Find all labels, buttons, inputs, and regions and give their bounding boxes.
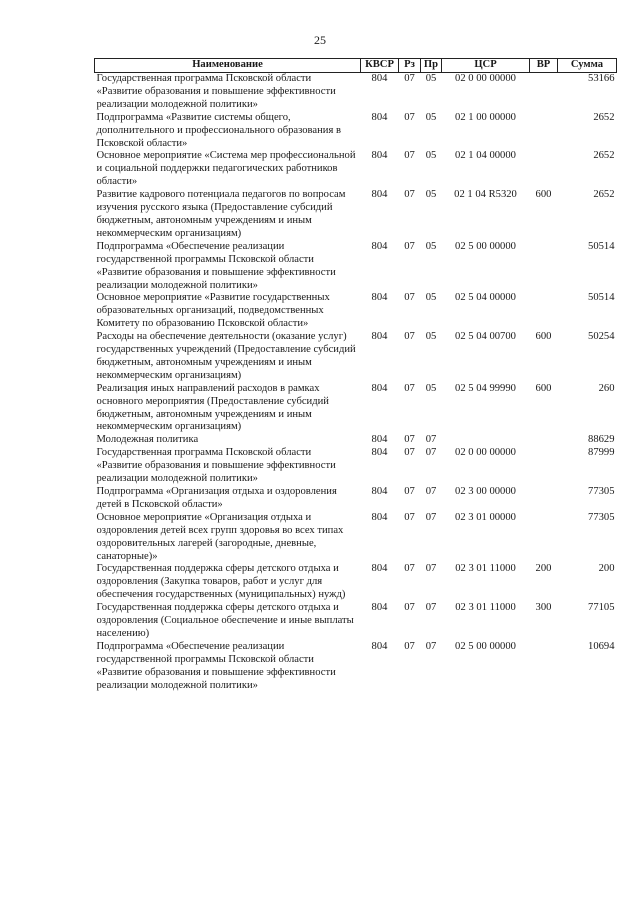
cell-sum: 77105 <box>588 602 615 614</box>
cell-name: Расходы на обеспечение деятельности (оказание услуг) государственных учреждений (Предоставление субсидий бюджетным, автономным учреждениям и иным некоммерческим организациям) <box>96 331 356 381</box>
cell-csr: 02 3 01 00000 <box>455 511 516 523</box>
cell-rz: 07 <box>404 111 415 123</box>
budget-table <box>94 58 617 693</box>
header-rz: Рз <box>399 59 421 73</box>
cell-csr: 02 1 00 00000 <box>455 111 516 123</box>
cell-vr: 200 <box>535 563 552 575</box>
cell-pr: 05 <box>425 240 437 252</box>
cell-vr <box>530 150 558 189</box>
cell-sum: 50254 <box>588 331 615 343</box>
cell-name: Основное мероприятие «Развитие государственных образовательных организаций, подведомственных Комитету по образованию Псковской области» <box>96 292 330 330</box>
page-number: 25 <box>314 33 326 47</box>
cell-kvsr: 804 <box>371 240 388 252</box>
cell-rz: 07 <box>404 486 415 497</box>
header-name: Наименование <box>95 59 361 73</box>
cell-csr: 02 5 00 00000 <box>455 240 516 252</box>
cell-pr: 05 <box>425 150 437 162</box>
cell-sum: 77305 <box>588 486 615 497</box>
cell-sum: 88629 <box>588 434 615 446</box>
cell-sum: 200 <box>598 563 615 575</box>
cell-name: Подпрограмма «Организация отдыха и оздоровления детей в Псковской области» <box>96 486 337 510</box>
cell-name: Государственная программа Псковской области «Развитие образования и повышение эффективности реализации молодежной политики» <box>96 447 336 485</box>
cell-name: Основное мероприятие «Система мер профессиональной и социальной поддержки педагогических работников области» <box>96 150 356 188</box>
header-vr: ВР <box>530 59 558 73</box>
cell-rz: 07 <box>404 331 415 343</box>
header-csr: ЦСР <box>442 59 530 73</box>
cell-name: Подпрограмма «Обеспечение реализации государственной программы Псковской области «Развитие образования и повышение эффективности реализации молодежной политики» <box>96 640 336 691</box>
cell-csr: 02 5 04 99990 <box>455 382 516 394</box>
cell-kvsr: 804 <box>371 292 388 304</box>
cell-rz: 07 <box>404 73 415 84</box>
cell-csr: 02 5 04 00700 <box>455 331 516 343</box>
table-row <box>95 112 617 151</box>
table-row <box>95 641 617 693</box>
cell-sum: 77305 <box>588 511 615 523</box>
cell-name: Молодежная политика <box>96 434 199 446</box>
cell-vr <box>530 641 558 693</box>
cell-csr: 02 5 04 00000 <box>455 292 516 304</box>
table-row <box>95 512 617 564</box>
cell-rz: 07 <box>404 150 415 162</box>
cell-rz: 07 <box>404 434 415 446</box>
cell-pr: 05 <box>425 331 437 343</box>
cell-pr: 07 <box>425 640 437 652</box>
cell-kvsr: 804 <box>371 640 388 652</box>
cell-kvsr: 804 <box>371 447 388 459</box>
cell-vr: 300 <box>535 602 552 614</box>
header-pr: Пр <box>421 59 442 73</box>
header-kvsr: КВСР <box>361 59 399 73</box>
table-row <box>95 434 617 447</box>
cell-vr <box>530 434 558 447</box>
cell-pr: 05 <box>425 292 437 304</box>
table-row <box>95 241 617 293</box>
cell-vr: 600 <box>535 189 552 201</box>
cell-vr <box>530 112 558 151</box>
table-row <box>95 150 617 189</box>
cell-csr <box>442 434 530 447</box>
cell-csr: 02 1 04 00000 <box>455 150 516 162</box>
cell-rz: 07 <box>404 447 415 459</box>
cell-pr: 05 <box>425 189 437 201</box>
table-row <box>95 602 617 641</box>
cell-pr: 05 <box>425 73 437 84</box>
cell-csr: 02 3 00 00000 <box>455 486 516 497</box>
table-row <box>95 563 617 602</box>
cell-name: Государственная поддержка сферы детского отдыха и оздоровления (Закупка товаров, работ и услуг для обеспечения государственных (муниципальных) нужд) <box>96 563 346 601</box>
cell-sum: 2652 <box>593 111 615 123</box>
cell-kvsr: 804 <box>371 189 388 201</box>
cell-name: Государственная поддержка сферы детского отдыха и оздоровления (Социальное обеспечение и иные выплаты населению) <box>96 602 354 639</box>
cell-sum: 2652 <box>593 189 615 201</box>
cell-pr: 07 <box>425 563 437 575</box>
cell-vr <box>530 486 558 512</box>
cell-kvsr: 804 <box>371 73 388 84</box>
cell-name: Подпрограмма «Развитие системы общего, дополнительного и профессионального образования в Псковской области» <box>96 111 341 149</box>
cell-kvsr: 804 <box>371 602 388 614</box>
cell-csr: 02 3 01 11000 <box>455 563 516 575</box>
cell-sum: 10694 <box>588 640 615 652</box>
table-header-row <box>95 59 617 73</box>
cell-rz: 07 <box>404 602 415 614</box>
cell-rz: 07 <box>404 292 415 304</box>
cell-name: Развитие кадрового потенциала педагогов по вопросам изучения русского языка (Предоставление субсидий бюджетным, автономным учреждениям и иным некоммерческим организациям) <box>96 189 346 239</box>
cell-vr <box>530 292 558 331</box>
cell-vr <box>530 447 558 486</box>
cell-vr <box>530 73 558 112</box>
cell-pr: 07 <box>425 434 437 446</box>
cell-sum: 2652 <box>593 150 615 162</box>
cell-kvsr: 804 <box>371 331 388 343</box>
cell-kvsr: 804 <box>371 111 388 123</box>
cell-vr <box>530 241 558 293</box>
cell-vr <box>530 512 558 564</box>
cell-name: Реализация иных направлений расходов в рамках основного мероприятия (Предоставление субсидий бюджетным, автономным учреждениям и иным некоммерческим организациям) <box>96 382 329 433</box>
cell-sum: 50514 <box>588 240 615 252</box>
cell-rz: 07 <box>404 640 415 652</box>
table-row <box>95 331 617 383</box>
cell-csr: 02 0 00 00000 <box>455 73 516 84</box>
cell-sum: 87999 <box>588 447 615 459</box>
cell-vr: 600 <box>535 382 552 394</box>
cell-rz: 07 <box>404 382 415 394</box>
cell-rz: 07 <box>404 189 415 201</box>
cell-sum: 260 <box>598 382 615 394</box>
cell-sum: 53166 <box>588 73 615 84</box>
cell-csr: 02 0 00 00000 <box>455 447 516 459</box>
cell-kvsr: 804 <box>371 382 388 394</box>
cell-csr: 02 3 01 11000 <box>455 602 516 614</box>
table-row <box>95 73 617 112</box>
table-body <box>95 73 617 693</box>
cell-kvsr: 804 <box>371 486 388 497</box>
cell-kvsr: 804 <box>371 563 388 575</box>
cell-pr: 05 <box>425 382 437 394</box>
cell-name: Государственная программа Псковской области «Развитие образования и повышение эффективности реализации молодежной политики» <box>96 73 336 110</box>
cell-vr: 600 <box>535 331 552 343</box>
table-row <box>95 447 617 486</box>
cell-rz: 07 <box>404 563 415 575</box>
cell-kvsr: 804 <box>371 150 388 162</box>
header-sum: Сумма <box>558 59 617 73</box>
cell-kvsr: 804 <box>371 434 388 446</box>
cell-pr: 05 <box>425 111 437 123</box>
cell-rz: 07 <box>404 511 415 523</box>
cell-csr: 02 5 00 00000 <box>455 640 516 652</box>
cell-sum: 50514 <box>588 292 615 304</box>
cell-rz: 07 <box>404 240 415 252</box>
cell-pr: 07 <box>425 511 437 523</box>
cell-name: Подпрограмма «Обеспечение реализации государственной программы Псковской области «Развитие образования и повышение эффективности реализации молодежной политики» <box>96 240 336 291</box>
table-row <box>95 189 617 241</box>
cell-pr: 07 <box>425 602 437 614</box>
table-row <box>95 486 617 512</box>
cell-csr: 02 1 04 R5320 <box>454 189 517 201</box>
cell-kvsr: 804 <box>371 511 388 523</box>
cell-pr: 07 <box>425 447 437 459</box>
cell-name: Основное мероприятие «Организация отдыха и оздоровления детей всех групп здоровья во всех типах оздоровительных лагерей (загородные, дневные, санаторные)» <box>96 511 344 562</box>
table-row <box>95 383 617 435</box>
table-row <box>95 292 617 331</box>
cell-pr: 07 <box>425 486 437 497</box>
